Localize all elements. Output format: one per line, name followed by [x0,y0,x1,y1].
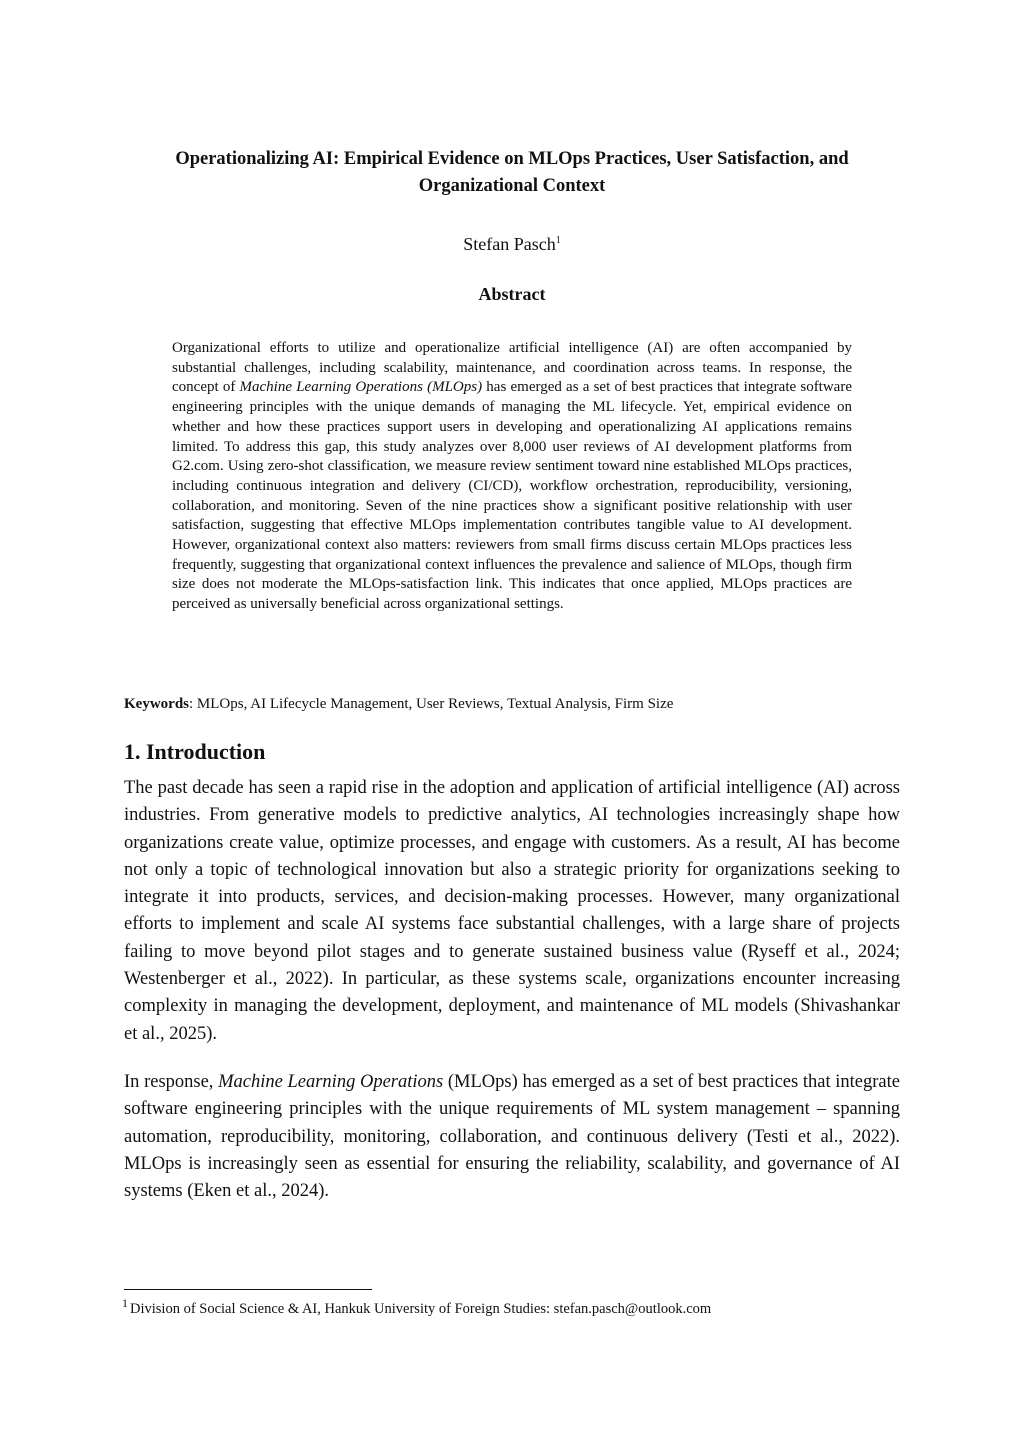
author-line [0,232,1024,256]
abstract-text-part1: Organizational efforts to utilize and operationalize artificial intelligence (AI) are often accompanied by substantial challenges, including scalability, maintenance, and coordination across teams. In response, the concept of [172,340,852,396]
abstract-text-part2: has emerged as a set of best practices that integrate software engineering principles with the unique demands of managing the ML lifecycle. Yet, empirical evidence on whether and how these practices support users in developing and operationalizing AI applications remains limited. To address this gap, this study analyzes over 8,000 user reviews of AI development platforms from G2.com. Using zero-shot classification, we measure review sentiment toward nine established MLOps practices, including continuous integration and delivery (CI/CD), workflow orchestration, reproducibility, versioning, collaboration, and monitoring. Seven of the nine practices show a significant positive relationship with user satisfaction, suggesting that effective MLOps implementation contributes tangible value to AI development. However, organizational context also matters: reviewers from small firms discuss certain MLOps practices less frequently, suggesting that organizational context influences the prevalence and salience of MLOps, though firm size does not moderate the MLOps-satisfaction link. This indicates that once applied, MLOps practices are perceived as universally beneficial across organizational settings. [172,379,852,613]
intro-paragraph-2 [124,1069,900,1205]
intro-paragraph-2-part1: In response, [124,1072,219,1092]
intro-paragraph-1: The past decade has seen a rapid rise in the adoption and application of artificial intelligence (AI) across industries. From generative models to predictive analytics, AI technologies increasingly shape how organizations create value, optimize processes, and engage with customers. As a result, AI has become not only a topic of technological innovation but also a strategic priority for organizations seeking to integrate it into products, services, and decision-making processes. However, many organizational efforts to implement and scale AI systems face substantial challenges, with a large share of projects failing to move beyond pilot stages and to generate sustained business value (Ryseff et al., 2024; Westenberger et al., 2022). In particular, as these systems scale, organizations encounter increasing complexity in managing the development, deployment, and maintenance of ML models (Shivashankar et al., 2025). [124,778,900,1044]
intro-paragraph-2-emphasis: Machine Learning Operations [218,1072,444,1092]
footnote-marker: 1 [122,1296,128,1310]
keywords-label: Keywords [124,696,189,712]
author-footnote-marker: 1 [555,235,561,246]
paper-title: Operationalizing AI: Empirical Evidence on MLOps Practices, User Satisfaction, and Organizational Context [175,149,849,196]
keywords-line [124,693,904,715]
author-name: Stefan Pasch [463,234,556,254]
abstract-emphasis: Machine Learning Operations (MLOps) [239,379,483,396]
footnote-text: Division of Social Science & AI, Hankuk University of Foreign Studies: stefan.pasch@outlook.com [130,1301,712,1317]
keywords-text: : MLOps, AI Lifecycle Management, User Reviews, Textual Analysis, Firm Size [189,696,674,712]
footnote-separator [124,1289,372,1290]
intro-paragraph-2-part2: (MLOps) has emerged as a set of best practices that integrate software engineering principles with the unique requirements of ML system management – spanning automation, reproducibility, monitoring, collaboration, and continuous delivery (Testi et al., 2022). MLOps is increasingly seen as essential for ensuring the reliability, scalability, and governance of AI systems (Eken et al., 2024). [124,1072,900,1202]
abstract-body [172,339,852,615]
footnote [122,1298,902,1320]
section-heading-introduction: 1. Introduction [124,739,266,764]
abstract-heading: Abstract [478,284,546,304]
